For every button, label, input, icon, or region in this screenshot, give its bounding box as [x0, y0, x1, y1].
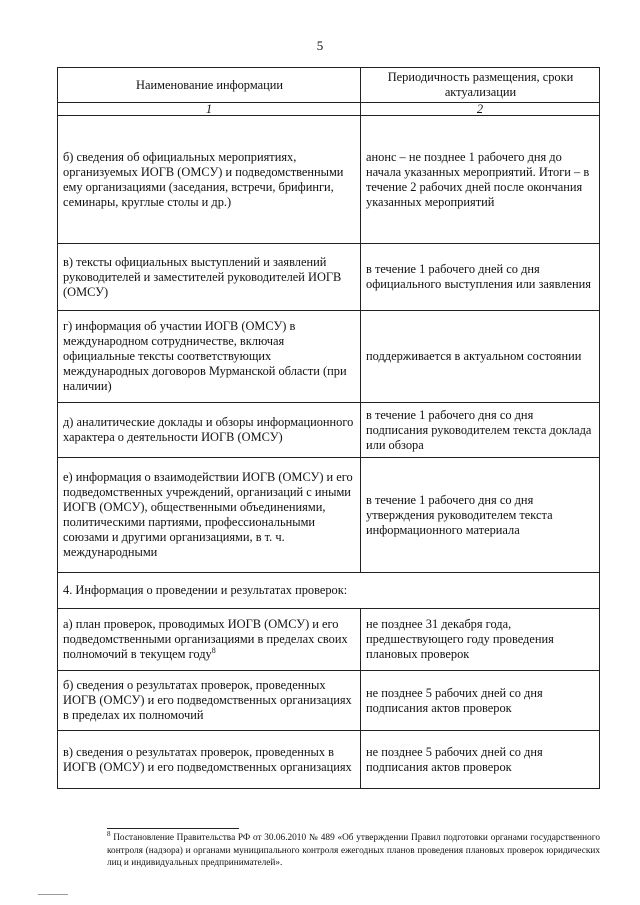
footnote-divider [107, 828, 239, 829]
table-row [58, 403, 600, 458]
header-name: Наименование информации [58, 68, 361, 103]
column-number-row [58, 103, 600, 116]
header-period: Периодичность размещения, сроки актуализации [361, 68, 600, 103]
table-row [58, 609, 600, 671]
row-period: в течение 1 рабочего дня со дня подписания руководителем текста доклада или обзора [361, 403, 600, 458]
row-period: не позднее 5 рабочих дней со дня подписания актов проверок [361, 671, 600, 731]
row-period: в течение 1 рабочего дня со дня утверждения руководителем текста информационного материала [361, 458, 600, 573]
table-row [58, 311, 600, 403]
row-name: г) информация об участии ИОГВ (ОМСУ) в международном сотрудничестве, включая официальные тексты соответствующих международных договоров Мурманской области (при наличии) [58, 311, 361, 403]
footnote-text: Постановление Правительства РФ от 30.06.2010 № 489 «Об утверждении Правил подготовки органами государственного контроля (надзора) и органами муниципального контроля ежегодных планов проведения плановых проверок юридических лиц и индивидуальных предпринимателей». [107, 833, 600, 868]
row-name: б) сведения о результатах проверок, проведенных ИОГВ (ОМСУ) и его подведомственных организациях в пределах их полномочий [58, 671, 361, 731]
table-row [58, 116, 600, 244]
table-row [58, 731, 600, 789]
row-name: д) аналитические доклады и обзоры информационного характера о деятельности ИОГВ (ОМСУ) [58, 403, 361, 458]
row-name [58, 609, 361, 671]
row-period: не позднее 31 декабря года, предшествующего году проведения плановых проверок [361, 609, 600, 671]
row-name: б) сведения об официальных мероприятиях, организуемых ИОГВ (ОМСУ) и подведомственными ему организациями (заседания, встречи, брифинги, семинары, круглые столы и др.) [58, 116, 361, 244]
row-period: поддерживается в актуальном состоянии [361, 311, 600, 403]
row-period: в течение 1 рабочего дней со дня официального выступления или заявления [361, 244, 600, 311]
table-row [58, 244, 600, 311]
table-row [58, 458, 600, 573]
column-number-2: 2 [361, 103, 600, 116]
row-name: в) тексты официальных выступлений и заявлений руководителей и заместителей руководителей ИОГВ (ОМСУ) [58, 244, 361, 311]
footnote-mark: 8 [107, 829, 111, 838]
page-number: 5 [316, 38, 324, 53]
table-row [58, 671, 600, 731]
row-name: в) сведения о результатах проверок, проведенных в ИОГВ (ОМСУ) и его подведомственных организациях [58, 731, 361, 789]
row-period: анонс – не позднее 1 рабочего дня до начала указанных мероприятий. Итоги – в течение 2 рабочих дней после окончания указанных мероприятий [361, 116, 600, 244]
info-table [57, 67, 600, 789]
section-row [58, 573, 600, 609]
row-name-text: а) план проверок, проводимых ИОГВ (ОМСУ) и его подведомственными организациями в пределах своих полномочий в текущем году [63, 617, 348, 661]
corner-divider [38, 894, 68, 895]
row-name: е) информация о взаимодействии ИОГВ (ОМСУ) и его подведомственных учреждений, организаций с иными ИОГВ (ОМСУ), общественными объединениями, политическими партиями, профессиональными союзами и другими организациями, в т. ч. международными [58, 458, 361, 573]
footnote [107, 829, 600, 870]
row-period: не позднее 5 рабочих дней со дня подписания актов проверок [361, 731, 600, 789]
footnote-ref: 8 [211, 645, 216, 655]
header-row [58, 68, 600, 103]
section-title: 4. Информация о проведении и результатах проверок: [58, 573, 600, 609]
column-number-1: 1 [58, 103, 361, 116]
